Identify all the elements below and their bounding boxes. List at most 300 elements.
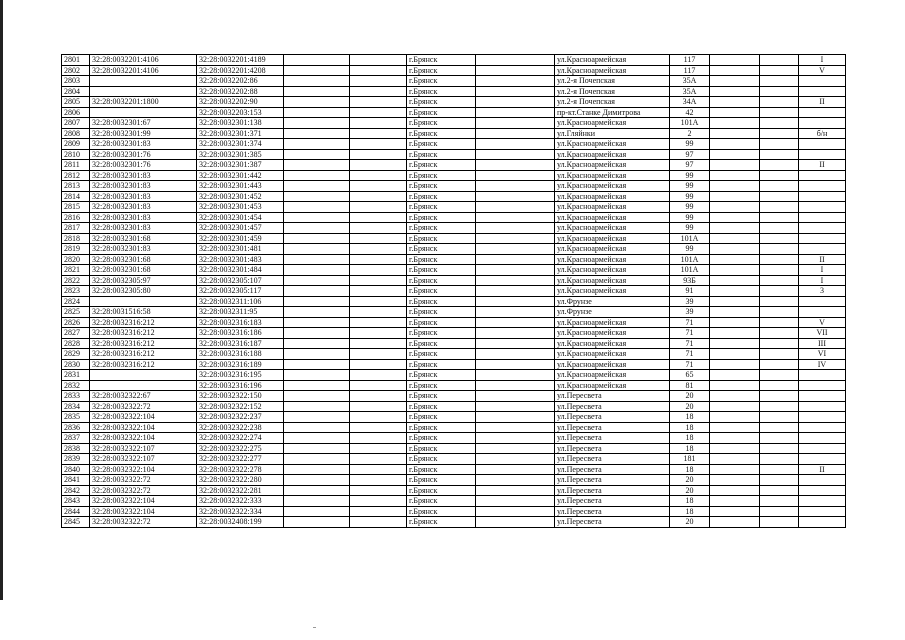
row-number-cell: 2806: [62, 107, 90, 118]
table-row: [62, 233, 846, 244]
empty-cell: [760, 380, 799, 391]
empty-cell: [284, 359, 350, 370]
cadastral-number-cell: 32:28:0032301:138: [197, 118, 284, 129]
empty-cell: [760, 97, 799, 108]
premises-number-cell: II: [799, 97, 846, 108]
house-number-cell: 99: [670, 170, 710, 181]
cadastral-number-cell: 32:28:0032316:196: [197, 380, 284, 391]
empty-cell: [760, 359, 799, 370]
empty-cell: [350, 286, 407, 297]
parent-cadastral-cell: 32:28:0032322:107: [90, 454, 197, 465]
premises-number-cell: [799, 401, 846, 412]
premises-number-cell: [799, 380, 846, 391]
table-row: [62, 338, 846, 349]
empty-cell: [710, 181, 760, 192]
house-number-cell: 99: [670, 181, 710, 192]
empty-cell: [710, 202, 760, 213]
parent-cadastral-cell: 32:28:0032322:67: [90, 391, 197, 402]
parent-cadastral-cell: 32:28:0032301:83: [90, 223, 197, 234]
premises-number-cell: 3: [799, 286, 846, 297]
house-number-cell: 65: [670, 370, 710, 381]
street-cell: ул.Красноармейская: [555, 359, 670, 370]
house-number-cell: 71: [670, 359, 710, 370]
street-cell: ул.Красноармейская: [555, 55, 670, 66]
empty-cell: [476, 118, 555, 129]
empty-cell: [760, 338, 799, 349]
empty-cell: [710, 422, 760, 433]
cadastral-number-cell: 32:28:0032301:483: [197, 254, 284, 265]
premises-number-cell: [799, 181, 846, 192]
empty-cell: [710, 223, 760, 234]
city-cell: г.Брянск: [407, 128, 476, 139]
cadastral-number-cell: 32:28:0032316:183: [197, 317, 284, 328]
city-cell: г.Брянск: [407, 65, 476, 76]
house-number-cell: 18: [670, 506, 710, 517]
street-cell: ул.Пересвета: [555, 506, 670, 517]
street-cell: ул.2-я Почепская: [555, 86, 670, 97]
city-cell: г.Брянск: [407, 202, 476, 213]
empty-cell: [350, 328, 407, 339]
empty-cell: [284, 286, 350, 297]
house-number-cell: 99: [670, 139, 710, 150]
city-cell: г.Брянск: [407, 170, 476, 181]
empty-cell: [760, 317, 799, 328]
street-cell: ул.Красноармейская: [555, 328, 670, 339]
premises-number-cell: [799, 307, 846, 318]
premises-number-cell: IV: [799, 359, 846, 370]
empty-cell: [350, 265, 407, 276]
empty-cell: [350, 359, 407, 370]
row-number-cell: 2817: [62, 223, 90, 234]
row-number-cell: 2810: [62, 149, 90, 160]
empty-cell: [284, 118, 350, 129]
empty-cell: [760, 485, 799, 496]
city-cell: г.Брянск: [407, 244, 476, 255]
empty-cell: [760, 107, 799, 118]
street-cell: ул.Красноармейская: [555, 191, 670, 202]
empty-cell: [350, 202, 407, 213]
row-number-cell: 2804: [62, 86, 90, 97]
premises-number-cell: VI: [799, 349, 846, 360]
empty-cell: [760, 170, 799, 181]
table-row: [62, 328, 846, 339]
parent-cadastral-cell: 32:28:0032301:67: [90, 118, 197, 129]
street-cell: ул.Фрунзе: [555, 307, 670, 318]
street-cell: ул.Красноармейская: [555, 65, 670, 76]
house-number-cell: 18: [670, 422, 710, 433]
street-cell: ул.Пересвета: [555, 443, 670, 454]
row-number-cell: 2826: [62, 317, 90, 328]
empty-cell: [710, 433, 760, 444]
empty-cell: [760, 181, 799, 192]
empty-cell: [350, 97, 407, 108]
empty-cell: [284, 212, 350, 223]
parent-cadastral-cell: 32:28:0032301:83: [90, 139, 197, 150]
empty-cell: [476, 55, 555, 66]
empty-cell: [284, 454, 350, 465]
cadastral-number-cell: 32:28:0032301:453: [197, 202, 284, 213]
empty-cell: [710, 244, 760, 255]
empty-cell: [710, 254, 760, 265]
empty-cell: [476, 244, 555, 255]
empty-cell: [476, 170, 555, 181]
row-number-cell: 2813: [62, 181, 90, 192]
empty-cell: [284, 65, 350, 76]
house-number-cell: 91: [670, 286, 710, 297]
table-row: [62, 97, 846, 108]
empty-cell: [284, 76, 350, 87]
house-number-cell: 39: [670, 307, 710, 318]
table-row: [62, 286, 846, 297]
row-number-cell: 2832: [62, 380, 90, 391]
table-row: [62, 349, 846, 360]
empty-cell: [710, 65, 760, 76]
row-number-cell: 2811: [62, 160, 90, 171]
empty-cell: [760, 454, 799, 465]
empty-cell: [350, 170, 407, 181]
empty-cell: [710, 454, 760, 465]
city-cell: г.Брянск: [407, 265, 476, 276]
empty-cell: [284, 517, 350, 528]
empty-cell: [350, 233, 407, 244]
empty-cell: [350, 464, 407, 475]
house-number-cell: 99: [670, 223, 710, 234]
parent-cadastral-cell: 32:28:0031516:58: [90, 307, 197, 318]
parent-cadastral-cell: 32:28:0032301:99: [90, 128, 197, 139]
cadastral-number-cell: 32:28:0032322:238: [197, 422, 284, 433]
empty-cell: [760, 254, 799, 265]
empty-cell: [710, 191, 760, 202]
table-row: [62, 454, 846, 465]
cadastral-number-cell: 32:28:0032316:189: [197, 359, 284, 370]
empty-cell: [476, 265, 555, 276]
empty-cell: [710, 496, 760, 507]
cadastral-number-cell: 32:28:0032201:4208: [197, 65, 284, 76]
house-number-cell: 99: [670, 191, 710, 202]
street-cell: ул.Пересвета: [555, 401, 670, 412]
table-row: [62, 212, 846, 223]
empty-cell: [284, 433, 350, 444]
cadastral-number-cell: 32:28:0032322:275: [197, 443, 284, 454]
empty-cell: [710, 286, 760, 297]
row-number-cell: 2815: [62, 202, 90, 213]
empty-cell: [284, 506, 350, 517]
premises-number-cell: [799, 118, 846, 129]
empty-cell: [760, 433, 799, 444]
empty-cell: [284, 496, 350, 507]
empty-cell: [476, 317, 555, 328]
empty-cell: [284, 107, 350, 118]
empty-cell: [710, 391, 760, 402]
city-cell: г.Брянск: [407, 86, 476, 97]
parent-cadastral-cell: 32:28:0032301:83: [90, 244, 197, 255]
empty-cell: [350, 160, 407, 171]
house-number-cell: 18: [670, 443, 710, 454]
empty-cell: [760, 275, 799, 286]
empty-cell: [476, 223, 555, 234]
premises-number-cell: [799, 485, 846, 496]
empty-cell: [284, 254, 350, 265]
parent-cadastral-cell: 32:28:0032322:107: [90, 443, 197, 454]
empty-cell: [476, 275, 555, 286]
row-number-cell: 2843: [62, 496, 90, 507]
city-cell: г.Брянск: [407, 496, 476, 507]
street-cell: ул.Пересвета: [555, 517, 670, 528]
empty-cell: [350, 485, 407, 496]
empty-cell: [710, 296, 760, 307]
empty-cell: [284, 149, 350, 160]
empty-cell: [476, 517, 555, 528]
empty-cell: [350, 422, 407, 433]
table-row: [62, 433, 846, 444]
parent-cadastral-cell: 32:28:0032322:72: [90, 485, 197, 496]
empty-cell: [350, 191, 407, 202]
parent-cadastral-cell: 32:28:0032201:4106: [90, 55, 197, 66]
street-cell: ул.Пересвета: [555, 391, 670, 402]
city-cell: г.Брянск: [407, 76, 476, 87]
cadastral-number-cell: 32:28:0032301:387: [197, 160, 284, 171]
street-cell: ул.Красноармейская: [555, 317, 670, 328]
empty-cell: [760, 265, 799, 276]
row-number-cell: 2834: [62, 401, 90, 412]
empty-cell: [710, 370, 760, 381]
empty-cell: [284, 223, 350, 234]
empty-cell: [760, 202, 799, 213]
empty-cell: [710, 107, 760, 118]
parent-cadastral-cell: [90, 370, 197, 381]
empty-cell: [284, 128, 350, 139]
parent-cadastral-cell: 32:28:0032301:68: [90, 233, 197, 244]
parent-cadastral-cell: [90, 107, 197, 118]
empty-cell: [710, 118, 760, 129]
city-cell: г.Брянск: [407, 139, 476, 150]
empty-cell: [710, 349, 760, 360]
table-row: [62, 65, 846, 76]
empty-cell: [476, 286, 555, 297]
empty-cell: [284, 422, 350, 433]
house-number-cell: 2: [670, 128, 710, 139]
row-number-cell: 2831: [62, 370, 90, 381]
street-cell: ул.Пересвета: [555, 454, 670, 465]
empty-cell: [284, 370, 350, 381]
house-number-cell: 117: [670, 65, 710, 76]
empty-cell: [710, 275, 760, 286]
premises-number-cell: [799, 443, 846, 454]
cadastral-number-cell: 32:28:0032316:186: [197, 328, 284, 339]
cadastral-number-cell: 32:28:0032322:333: [197, 496, 284, 507]
empty-cell: [284, 202, 350, 213]
table-row: [62, 160, 846, 171]
house-number-cell: 101А: [670, 254, 710, 265]
cadastral-number-cell: 32:28:0032322:152: [197, 401, 284, 412]
parent-cadastral-cell: 32:28:0032301:83: [90, 170, 197, 181]
empty-cell: [350, 149, 407, 160]
table-row: [62, 191, 846, 202]
empty-cell: [350, 317, 407, 328]
city-cell: г.Брянск: [407, 107, 476, 118]
street-cell: ул.Пересвета: [555, 464, 670, 475]
empty-cell: [350, 118, 407, 129]
empty-cell: [350, 412, 407, 423]
house-number-cell: 42: [670, 107, 710, 118]
empty-cell: [350, 244, 407, 255]
city-cell: г.Брянск: [407, 433, 476, 444]
city-cell: г.Брянск: [407, 412, 476, 423]
table-row: [62, 517, 846, 528]
empty-cell: [760, 128, 799, 139]
empty-cell: [476, 412, 555, 423]
empty-cell: [710, 86, 760, 97]
premises-number-cell: V: [799, 65, 846, 76]
row-number-cell: 2822: [62, 275, 90, 286]
row-number-cell: 2829: [62, 349, 90, 360]
premises-number-cell: II: [799, 160, 846, 171]
table-row: [62, 254, 846, 265]
empty-cell: [284, 401, 350, 412]
row-number-cell: 2833: [62, 391, 90, 402]
page-edge-gap: [0, 600, 3, 640]
parent-cadastral-cell: 32:28:0032301:83: [90, 212, 197, 223]
premises-number-cell: [799, 296, 846, 307]
empty-cell: [760, 401, 799, 412]
street-cell: ул.Гляйнки: [555, 128, 670, 139]
cadastral-number-cell: 32:28:0032322:280: [197, 475, 284, 486]
empty-cell: [760, 443, 799, 454]
parent-cadastral-cell: 32:28:0032301:76: [90, 160, 197, 171]
empty-cell: [350, 107, 407, 118]
premises-number-cell: V: [799, 317, 846, 328]
street-cell: ул.Пересвета: [555, 475, 670, 486]
parent-cadastral-cell: 32:28:0032316:212: [90, 317, 197, 328]
premises-number-cell: [799, 412, 846, 423]
city-cell: г.Брянск: [407, 118, 476, 129]
row-number-cell: 2824: [62, 296, 90, 307]
table-row: [62, 422, 846, 433]
table-row: [62, 307, 846, 318]
street-cell: ул.Красноармейская: [555, 202, 670, 213]
empty-cell: [760, 286, 799, 297]
street-cell: ул.Красноармейская: [555, 160, 670, 171]
premises-number-cell: I: [799, 55, 846, 66]
cadastral-number-cell: 32:28:0032322:334: [197, 506, 284, 517]
empty-cell: [284, 485, 350, 496]
row-number-cell: 2830: [62, 359, 90, 370]
empty-cell: [710, 139, 760, 150]
table-row: [62, 265, 846, 276]
empty-cell: [710, 170, 760, 181]
empty-cell: [284, 181, 350, 192]
premises-number-cell: [799, 496, 846, 507]
parent-cadastral-cell: 32:28:0032301:68: [90, 254, 197, 265]
house-number-cell: 20: [670, 485, 710, 496]
street-cell: ул.Красноармейская: [555, 380, 670, 391]
empty-cell: [476, 86, 555, 97]
premises-number-cell: I: [799, 275, 846, 286]
empty-cell: [760, 496, 799, 507]
empty-cell: [350, 275, 407, 286]
premises-number-cell: [799, 517, 846, 528]
parent-cadastral-cell: 32:28:0032316:212: [90, 349, 197, 360]
parent-cadastral-cell: 32:28:0032322:72: [90, 401, 197, 412]
parent-cadastral-cell: 32:28:0032201:4106: [90, 65, 197, 76]
street-cell: ул.Красноармейская: [555, 212, 670, 223]
parent-cadastral-cell: 32:28:0032316:212: [90, 328, 197, 339]
premises-number-cell: [799, 454, 846, 465]
city-cell: г.Брянск: [407, 212, 476, 223]
street-cell: ул.Красноармейская: [555, 170, 670, 181]
empty-cell: [760, 191, 799, 202]
city-cell: г.Брянск: [407, 275, 476, 286]
house-number-cell: 20: [670, 401, 710, 412]
empty-cell: [284, 380, 350, 391]
empty-cell: [710, 380, 760, 391]
empty-cell: [760, 65, 799, 76]
empty-cell: [350, 380, 407, 391]
house-number-cell: 93Б: [670, 275, 710, 286]
premises-number-cell: VII: [799, 328, 846, 339]
table-row: [62, 139, 846, 150]
empty-cell: [284, 443, 350, 454]
empty-cell: [760, 55, 799, 66]
empty-cell: [710, 160, 760, 171]
city-cell: г.Брянск: [407, 317, 476, 328]
premises-number-cell: [799, 506, 846, 517]
empty-cell: [476, 202, 555, 213]
table-row: [62, 118, 846, 129]
empty-cell: [284, 97, 350, 108]
premises-number-cell: II: [799, 254, 846, 265]
empty-cell: [476, 401, 555, 412]
cadastral-number-cell: 32:28:0032301:481: [197, 244, 284, 255]
empty-cell: [710, 517, 760, 528]
row-number-cell: 2840: [62, 464, 90, 475]
empty-cell: [476, 370, 555, 381]
house-number-cell: 99: [670, 212, 710, 223]
empty-cell: [476, 160, 555, 171]
cadastral-number-cell: 32:28:0032322:278: [197, 464, 284, 475]
street-cell: ул.Красноармейская: [555, 149, 670, 160]
premises-number-cell: б/н: [799, 128, 846, 139]
city-cell: г.Брянск: [407, 380, 476, 391]
table-row: [62, 76, 846, 87]
city-cell: г.Брянск: [407, 370, 476, 381]
empty-cell: [710, 443, 760, 454]
empty-cell: [476, 97, 555, 108]
parent-cadastral-cell: 32:28:0032322:72: [90, 517, 197, 528]
city-cell: г.Брянск: [407, 223, 476, 234]
parent-cadastral-cell: 32:28:0032322:104: [90, 422, 197, 433]
empty-cell: [760, 149, 799, 160]
parent-cadastral-cell: 32:28:0032301:76: [90, 149, 197, 160]
empty-cell: [760, 422, 799, 433]
empty-cell: [710, 401, 760, 412]
house-number-cell: 20: [670, 475, 710, 486]
empty-cell: [760, 296, 799, 307]
house-number-cell: 117: [670, 55, 710, 66]
row-number-cell: 2821: [62, 265, 90, 276]
row-number-cell: 2845: [62, 517, 90, 528]
city-cell: г.Брянск: [407, 181, 476, 192]
empty-cell: [710, 128, 760, 139]
empty-cell: [760, 349, 799, 360]
cadastral-number-cell: 32:28:0032301:459: [197, 233, 284, 244]
row-number-cell: 2812: [62, 170, 90, 181]
empty-cell: [350, 370, 407, 381]
empty-cell: [760, 212, 799, 223]
empty-cell: [350, 496, 407, 507]
cadastral-number-cell: 32:28:0032203:153: [197, 107, 284, 118]
empty-cell: [350, 401, 407, 412]
